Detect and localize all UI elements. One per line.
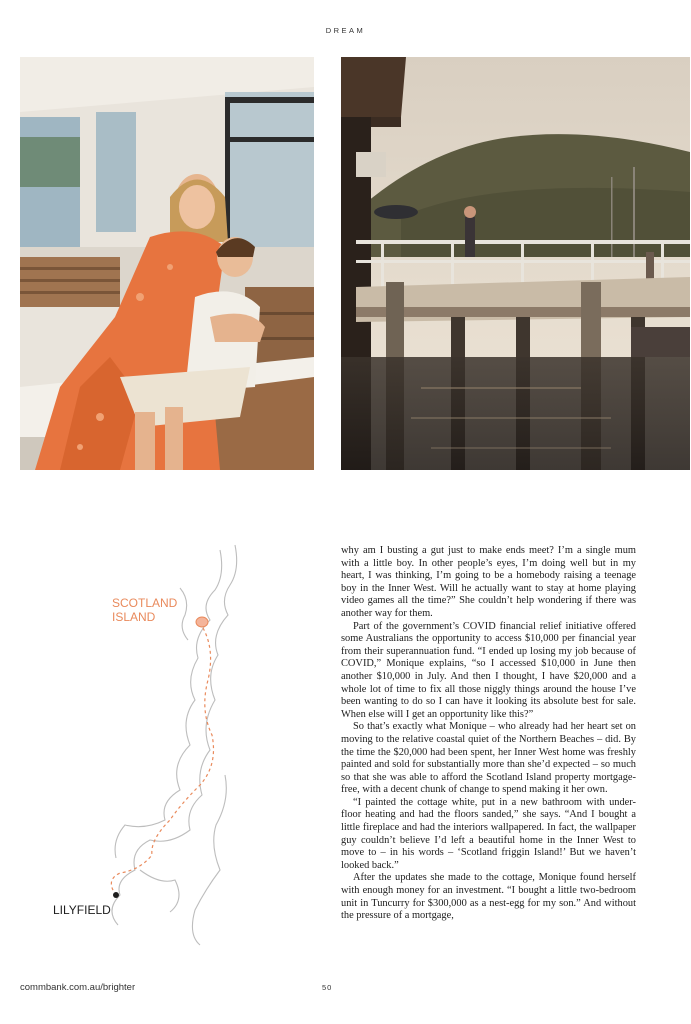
photo-wharf <box>341 57 690 470</box>
article-paragraph: After the updates she made to the cottage, Monique found herself with enough money for an investment. “I bought a little two-bedroom unit in Tuncurry for $300,000 as a nest-egg for my son.” And without the pressure of a mortgage, <box>341 872 636 922</box>
footer-url[interactable]: commbank.com.au/brighter <box>20 982 136 993</box>
section-label: DREAM <box>325 26 366 35</box>
photo-mother-and-son <box>20 57 314 470</box>
page-number: 50 <box>322 983 333 992</box>
article-paragraph: Part of the government’s COVID financial relief initiative offered some Australians the opportunity to access $10,000 per financial year from their superannuation fund. “I ended up losing my job because of COVID,” Monique explains, “so I accessed $10,000 in June then another $10,000 in July. And then I thought, I have $20,000 and a whole lot of time to fix all those niggly things around the house I’ve been wanting to do so I can have it looking its absolute best for sale. When else will I get an opportunity like this?” <box>341 620 636 720</box>
scotland-island-label: SCOTLAND ISLAND <box>112 596 178 624</box>
article-paragraph: So that’s exactly what Monique – who already had her heart set on moving to the relative coastal quiet of the Northern Beaches – did. By the time the $20,000 had been spent, her Inner West home was freshly painted and sold for substantially more than she’d expected – so much so that she was able to afford the Scotland Island property mortgage-free, with a decent chunk of change to spend making it her own. <box>341 721 636 796</box>
lilyfield-marker <box>113 892 119 898</box>
lilyfield-label: LILYFIELD <box>53 903 111 917</box>
route-line <box>111 628 213 895</box>
article-paragraph: “I painted the cottage white, put in a new bathroom with under-floor heating and had the floors sanded,” she says. “And I bought a little fireplace and had the interiors wallpapered. In fact, the wallpaper guy couldn’t believe I’d left a beautiful home in the Inner West to move to – in his words – ‘Scotland friggin Island!’ But we haven’t looked back.” <box>341 796 636 871</box>
article-body <box>341 545 636 923</box>
article-paragraph: why am I busting a gut just to make ends meet? I’m a single mum with a little boy. In other people’s eyes, I’m doing well but in my heart, I was thinking, I’m going to be a homebody raising a teenage boy in the Inner West. Will he actually want to stay at home playing video games all the time?” She couldn’t help wondering if there was another way for them. <box>341 545 636 619</box>
